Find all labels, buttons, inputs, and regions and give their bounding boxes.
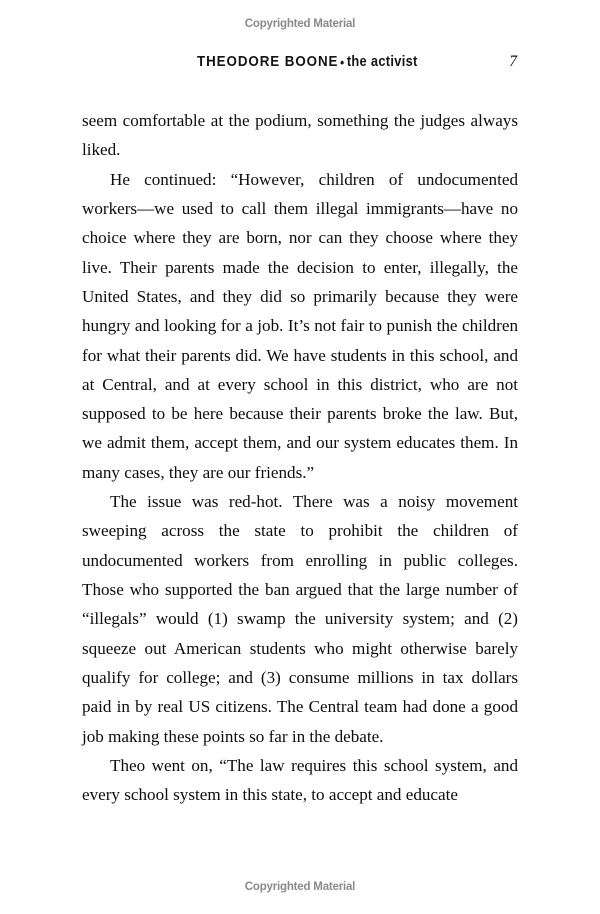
paragraph-the-issue: The issue was red-hot. There was a noisy movement sweeping across the state to prohibit the children of undocumented workers from enrolling in public colleges. Those who supported the ban argued that the large number of “illegals” would (1) swamp the university system; and (2) squeeze out American students who might otherwise barely qualify for college; and (3) consume millions in tax dollars paid in by real US citizens. The Central team had done a good job making these points so far in the debate. <box>82 492 518 746</box>
paragraph-theo-went-on: Theo went on, “The law requires this school system, and every school system in this state, to accept and educate <box>82 755 518 805</box>
paragraph-he-continued: He continued: “However, children of undocumented workers—we used to call them illegal immigrants—have no choice where they are born, nor can they choose where they live. Their parents made the decision to enter, illegally, the United States, and they did so primarily because they were hungry and looking for a job. It’s not fair to punish the children for what their parents did. We have students in this school, and at Central, and at every school in this district, who are not supposed to be here because their parents broke the law. But, we admit them, accept them, and our system educates them. In many cases, they are our friends.” <box>82 169 518 482</box>
paragraph-continuation: seem comfortable at the podium, something the judges always liked. <box>82 111 518 160</box>
copyright-watermark-top: Copyrighted Material <box>244 18 356 30</box>
running-head-subtitle: the activist <box>346 54 418 70</box>
page-number: 7 <box>509 53 517 70</box>
running-head-separator-bullet-icon: • <box>340 54 345 70</box>
running-head <box>82 53 517 75</box>
copyright-watermark-bottom: Copyrighted Material <box>244 881 356 893</box>
running-head-book-title: THEODORE BOONE <box>197 53 339 70</box>
body-text-block <box>82 106 518 810</box>
running-head-title <box>197 53 418 70</box>
